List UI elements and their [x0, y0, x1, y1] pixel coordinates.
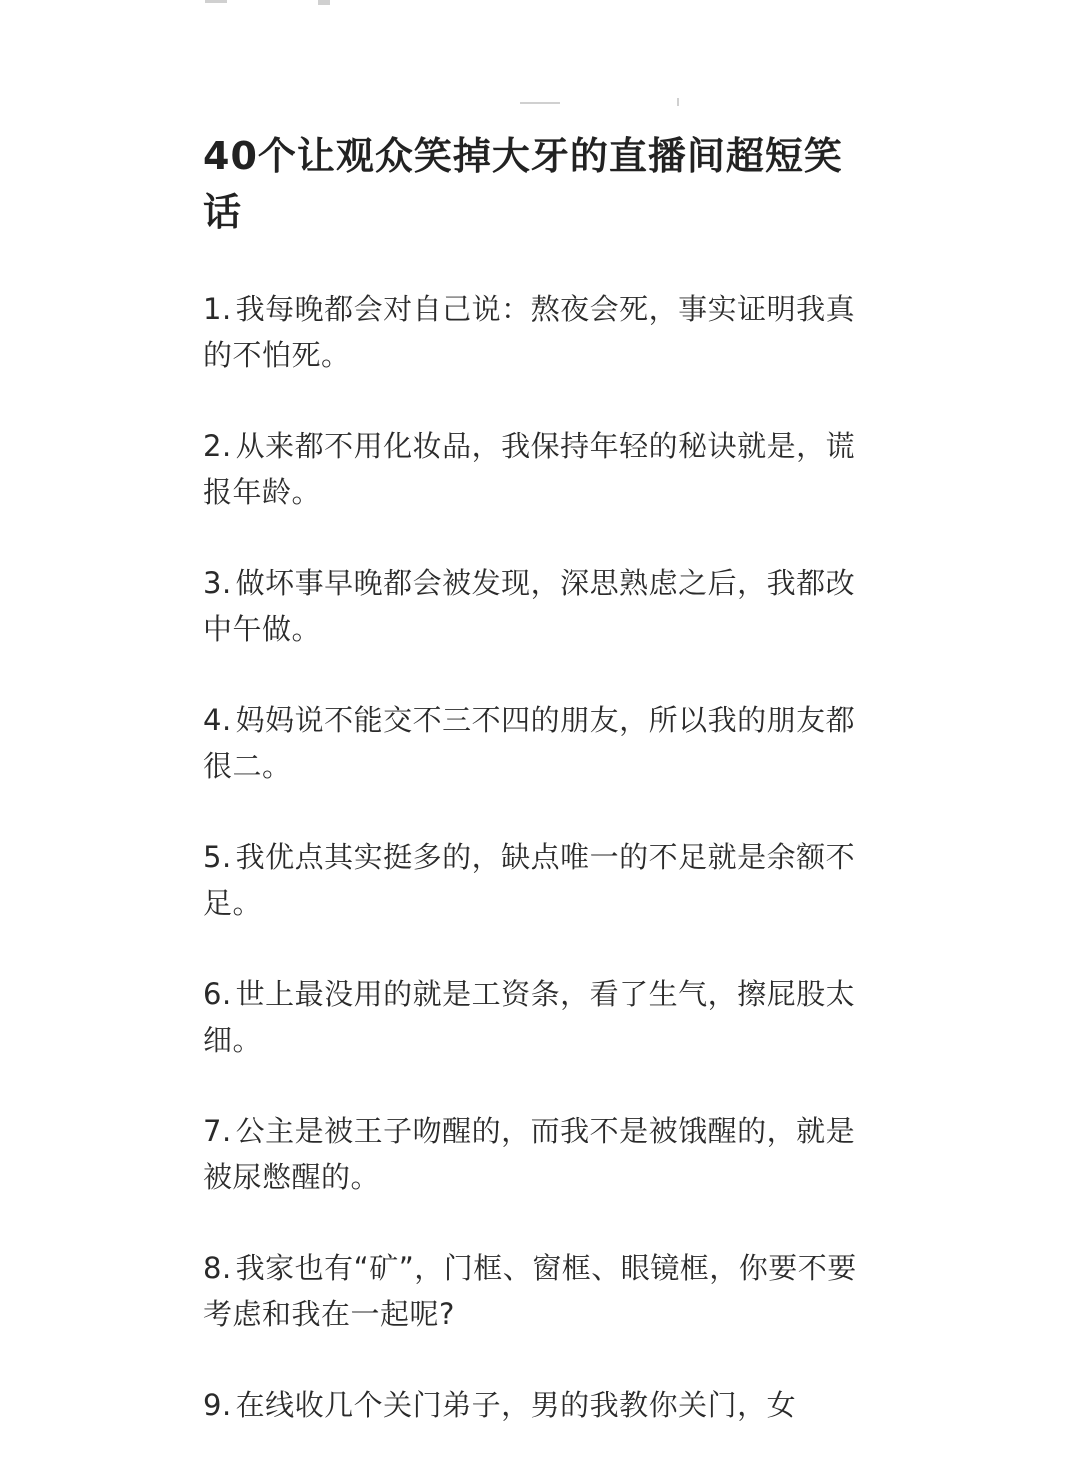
- joke-number: 9.: [203, 1388, 232, 1422]
- joke-number: 5.: [203, 840, 232, 874]
- joke-item: [203, 971, 863, 1063]
- joke-number: 4.: [203, 703, 232, 737]
- joke-text: 做坏事早晚都会被发现，深思熟虑之后，我都改中午做。: [203, 566, 856, 646]
- joke-item: [203, 1108, 863, 1200]
- joke-number: 2.: [203, 429, 232, 463]
- joke-text: 在线收几个关门弟子，男的我教你关门，女: [235, 1388, 797, 1422]
- joke-text: 公主是被王子吻醒的，而我不是被饿醒的，就是被尿憋醒的。: [203, 1114, 856, 1194]
- joke-list: [203, 286, 863, 1428]
- joke-text: 我家也有“矿”，门框、窗框、眼镜框，你要不要考虑和我在一起呢?: [203, 1251, 857, 1331]
- joke-number: 7.: [203, 1114, 232, 1148]
- artifact-mark: [205, 0, 227, 3]
- joke-text: 妈妈说不能交不三不四的朋友，所以我的朋友都很二。: [203, 703, 856, 783]
- joke-text: 世上最没用的就是工资条，看了生气，擦屁股太细。: [203, 977, 856, 1057]
- joke-item: [203, 423, 863, 515]
- joke-item: [203, 560, 863, 652]
- article: [203, 128, 863, 1473]
- joke-text: 我优点其实挺多的，缺点唯一的不足就是余额不足。: [203, 840, 856, 920]
- joke-item: [203, 1245, 863, 1337]
- artifact-mark: [318, 0, 330, 5]
- top-scan-artifacts: [0, 0, 1080, 120]
- joke-item: [203, 286, 863, 378]
- joke-text: 我每晚都会对自己说：熬夜会死，事实证明我真的不怕死。: [203, 292, 856, 372]
- artifact-mark: [520, 102, 560, 104]
- joke-number: 6.: [203, 977, 232, 1011]
- joke-number: 8.: [203, 1251, 232, 1285]
- joke-item: [203, 1382, 863, 1428]
- joke-text: 从来都不用化妆品，我保持年轻的秘诀就是，谎报年龄。: [203, 429, 856, 509]
- joke-item: [203, 834, 863, 926]
- joke-number: 3.: [203, 566, 232, 600]
- joke-item: [203, 697, 863, 789]
- artifact-mark: [677, 98, 679, 106]
- article-title: 40个让观众笑掉大牙的直播间超短笑话: [203, 134, 843, 234]
- joke-number: 1.: [203, 292, 232, 326]
